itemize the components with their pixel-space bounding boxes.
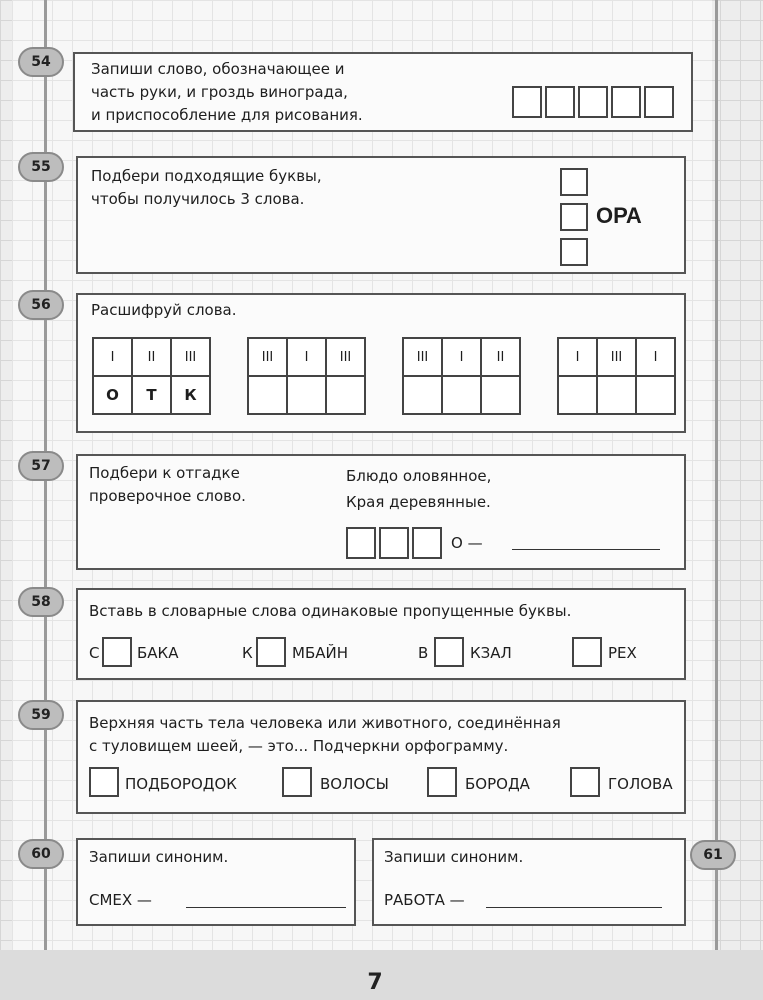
cipher-table [92, 337, 211, 415]
cipher-letter-cell[interactable] [442, 376, 481, 414]
letter-cell[interactable] [346, 527, 376, 559]
cipher-code: III [403, 338, 442, 376]
word-prefix: В [418, 644, 429, 662]
option-label: ВОЛОСЫ [320, 775, 389, 793]
task-61-instruction: Запиши синоним. [384, 848, 524, 866]
cipher-code: I [558, 338, 597, 376]
cipher-letter-cell[interactable] [287, 376, 326, 414]
task-60-word: СМЕХ — [89, 891, 152, 909]
task-59-line-1: Верхняя часть тела человека или животного, соединённая [89, 714, 561, 732]
letter-cell[interactable] [545, 86, 575, 118]
word-suffix: РЕХ [608, 644, 637, 662]
cipher-letter: К [171, 376, 210, 414]
cipher-letter: О [93, 376, 132, 414]
task-number-badge: 59 [18, 700, 64, 730]
option-checkbox[interactable] [282, 767, 312, 797]
word-suffix: ОРА [596, 203, 642, 228]
option-label: ПОДБОРОДОК [125, 775, 237, 793]
option-label: ГОЛОВА [608, 775, 673, 793]
answer-line[interactable] [512, 549, 660, 550]
task-61-word: РАБОТА — [384, 891, 465, 909]
letter-cell[interactable] [560, 168, 588, 196]
task-55-line-1: Подбери подходящие буквы, [91, 167, 322, 185]
cipher-code: III [248, 338, 287, 376]
word-suffix: МБАЙН [292, 644, 348, 662]
task-number-badge: 54 [18, 47, 64, 77]
task-number-badge: 61 [690, 840, 736, 870]
cipher-code: I [442, 338, 481, 376]
task-number-badge: 57 [18, 451, 64, 481]
cipher-letter-cell[interactable] [481, 376, 520, 414]
cipher-letter-cell[interactable] [558, 376, 597, 414]
task-number-badge: 55 [18, 152, 64, 182]
answer-line[interactable] [186, 907, 346, 908]
task-59-line-2: с туловищем шеей, — это... Подчеркни орфограмму. [89, 737, 509, 755]
cipher-table [402, 337, 521, 415]
letter-cell[interactable] [434, 637, 464, 667]
letter-cell[interactable] [379, 527, 409, 559]
cipher-letter-cell[interactable] [636, 376, 675, 414]
answer-suffix: О — [451, 534, 483, 552]
letter-cell[interactable] [644, 86, 674, 118]
task-57-line-2: проверочное слово. [89, 487, 246, 505]
task-58-instruction: Вставь в словарные слова одинаковые пропущенные буквы. [89, 602, 572, 620]
cipher-code: III [171, 338, 210, 376]
letter-cell[interactable] [102, 637, 132, 667]
letter-cell[interactable] [560, 238, 588, 266]
letter-cell[interactable] [560, 203, 588, 231]
task-55-line-2: чтобы получилось 3 слова. [91, 190, 305, 208]
task-54-line-3: и приспособление для рисования. [91, 106, 363, 124]
riddle-line-1: Блюдо оловянное, [346, 467, 492, 485]
cipher-letter-cell[interactable] [326, 376, 365, 414]
cipher-code: III [326, 338, 365, 376]
task-number-badge: 60 [18, 839, 64, 869]
option-checkbox[interactable] [427, 767, 457, 797]
word-prefix: С [89, 644, 100, 662]
letter-cell[interactable] [611, 86, 641, 118]
option-label: БОРОДА [465, 775, 530, 793]
word-suffix: КЗАЛ [470, 644, 512, 662]
cipher-letter: Т [132, 376, 171, 414]
page-number: 7 [367, 970, 383, 995]
cipher-letter-cell[interactable] [403, 376, 442, 414]
letter-cell[interactable] [572, 637, 602, 667]
word-prefix: К [242, 644, 253, 662]
cipher-letter-cell[interactable] [597, 376, 636, 414]
cipher-code: I [93, 338, 132, 376]
riddle-line-2: Края деревянные. [346, 493, 491, 511]
cipher-table [247, 337, 366, 415]
task-number-badge: 58 [18, 587, 64, 617]
task-54-line-2: часть руки, и гроздь винограда, [91, 83, 348, 101]
task-56-instruction: Расшифруй слова. [91, 301, 237, 319]
word-suffix: БАКА [137, 644, 179, 662]
letter-cell[interactable] [256, 637, 286, 667]
letter-cell[interactable] [412, 527, 442, 559]
cipher-code: I [287, 338, 326, 376]
task-number-badge: 56 [18, 290, 64, 320]
cipher-code: III [597, 338, 636, 376]
cipher-table [557, 337, 676, 415]
task-60-instruction: Запиши синоним. [89, 848, 229, 866]
letter-cell[interactable] [578, 86, 608, 118]
cipher-code: II [481, 338, 520, 376]
option-checkbox[interactable] [89, 767, 119, 797]
answer-line[interactable] [486, 907, 662, 908]
cipher-code: I [636, 338, 675, 376]
task-57-line-1: Подбери к отгадке [89, 464, 240, 482]
cipher-code: II [132, 338, 171, 376]
cipher-letter-cell[interactable] [248, 376, 287, 414]
letter-cell[interactable] [512, 86, 542, 118]
option-checkbox[interactable] [570, 767, 600, 797]
task-54-line-1: Запиши слово, обозначающее и [91, 60, 345, 78]
